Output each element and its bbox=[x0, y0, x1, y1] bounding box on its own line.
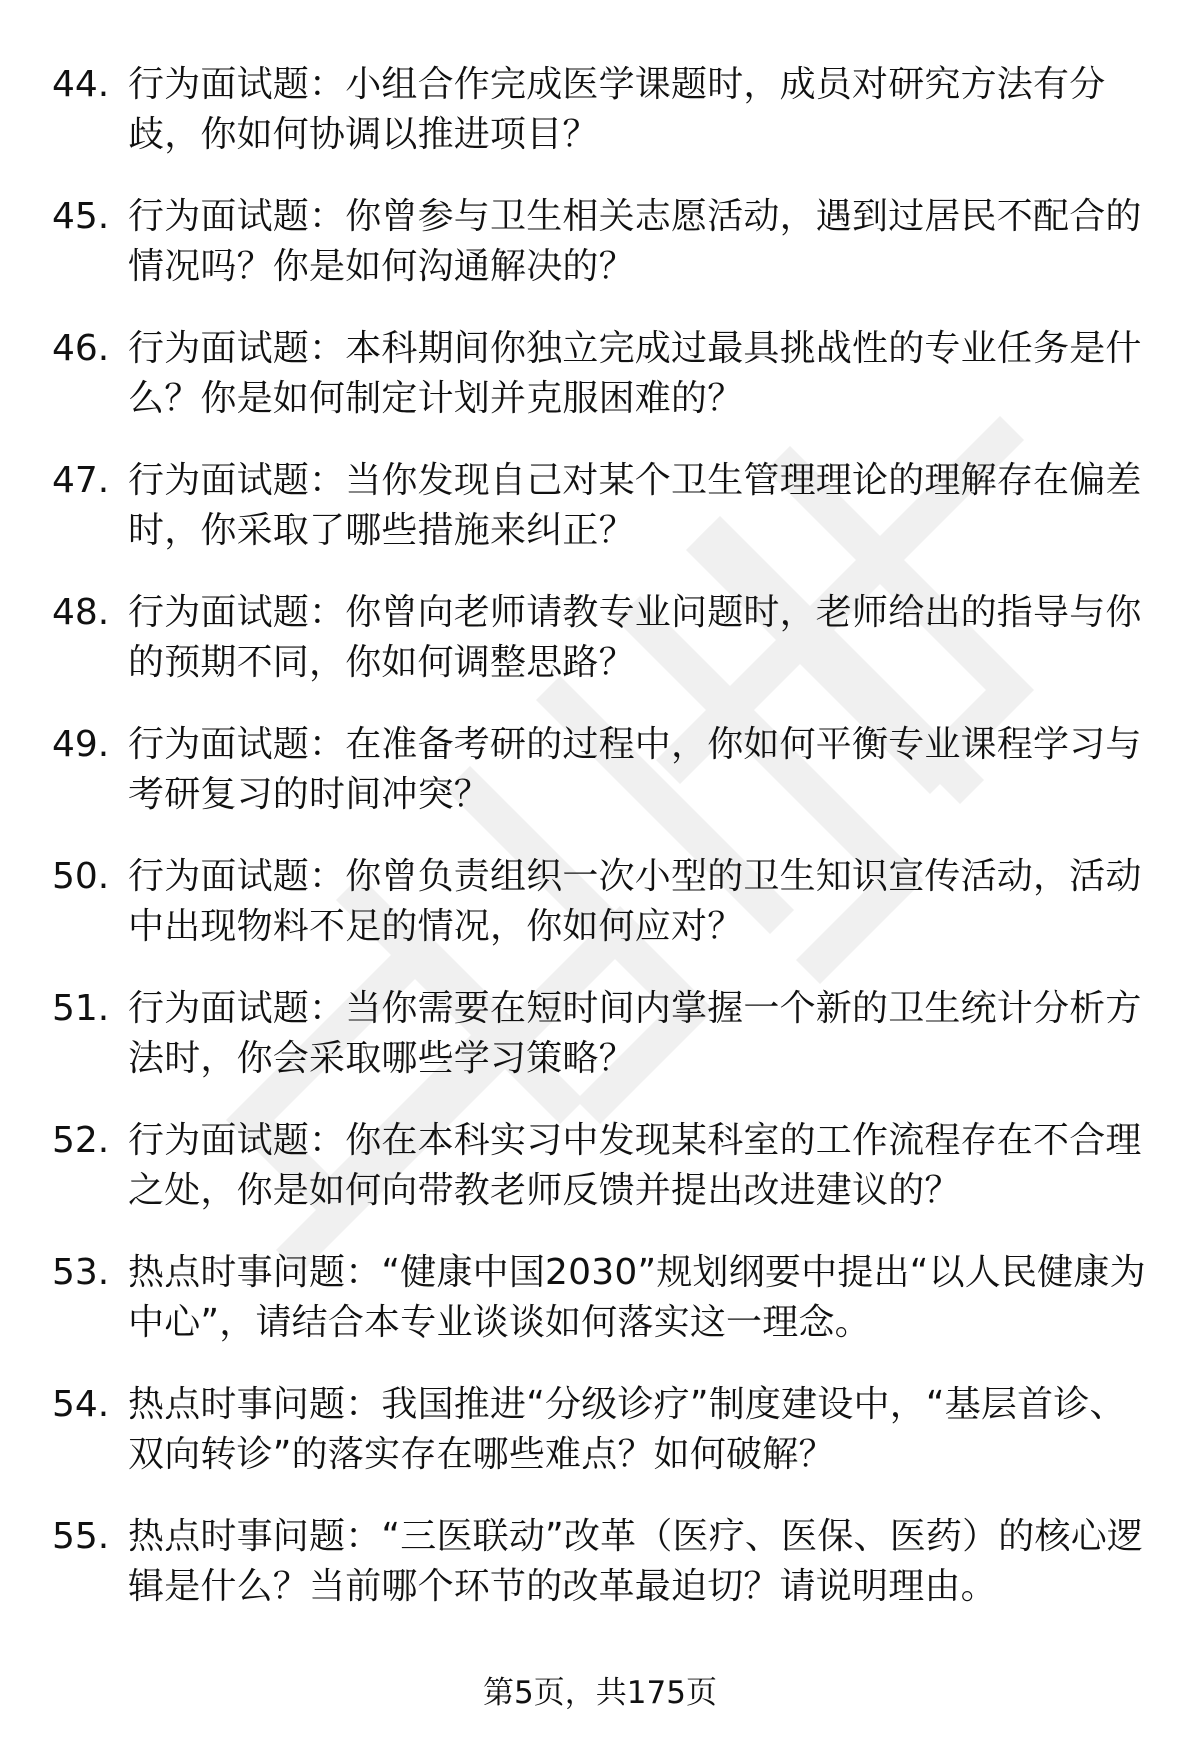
question-text: 行为面试题：你曾负责组织一次小型的卫生知识宣传活动，活动中出现物料不足的情况，你如何应对？ bbox=[128, 856, 1142, 947]
question-item-48 bbox=[0, 580, 1200, 712]
question-number: 44. bbox=[52, 64, 110, 105]
question-text: 行为面试题：当你需要在短时间内掌握一个新的卫生统计分析方法时，你会采取哪些学习策略？ bbox=[128, 988, 1142, 1079]
question-number: 45. bbox=[52, 196, 110, 237]
question-number: 53. bbox=[52, 1252, 110, 1293]
question-item-46 bbox=[0, 316, 1200, 448]
page-footer: 第5页，共175页 bbox=[483, 1675, 717, 1711]
question-text: 行为面试题：你曾参与卫生相关志愿活动，遇到过居民不配合的情况吗？你是如何沟通解决的？ bbox=[128, 196, 1142, 287]
question-text: 热点时事问题：我国推进“分级诊疗”制度建设中，“基层首诊、双向转诊”的落实存在哪些难点？如何破解？ bbox=[128, 1384, 1126, 1475]
question-text: 行为面试题：当你发现自己对某个卫生管理理论的理解存在偏差时，你采取了哪些措施来纠正？ bbox=[128, 460, 1142, 551]
question-item-45 bbox=[0, 184, 1200, 316]
question-text: 行为面试题：小组合作完成医学课题时，成员对研究方法有分歧，你如何协调以推进项目？ bbox=[128, 64, 1106, 155]
question-number: 52. bbox=[52, 1120, 110, 1161]
question-item-54 bbox=[0, 1372, 1200, 1504]
question-number: 51. bbox=[52, 988, 110, 1029]
question-item-53 bbox=[0, 1240, 1200, 1372]
question-number: 50. bbox=[52, 856, 110, 897]
question-item-49 bbox=[0, 712, 1200, 844]
question-item-50 bbox=[0, 844, 1200, 976]
question-number: 55. bbox=[52, 1516, 110, 1557]
question-text: 行为面试题：你曾向老师请教专业问题时，老师给出的指导与你的预期不同，你如何调整思路？ bbox=[128, 592, 1142, 683]
question-number: 54. bbox=[52, 1384, 110, 1425]
question-text: 行为面试题：本科期间你独立完成过最具挑战性的专业任务是什么？你是如何制定计划并克服困难的？ bbox=[128, 328, 1142, 419]
question-number: 47. bbox=[52, 460, 110, 501]
question-item-44 bbox=[0, 52, 1200, 184]
question-number: 46. bbox=[52, 328, 110, 369]
question-number: 49. bbox=[52, 724, 110, 765]
question-list bbox=[0, 52, 1200, 1636]
question-number: 48. bbox=[52, 592, 110, 633]
question-text: 热点时事问题：“健康中国2030”规划纲要中提出“以人民健康为中心”，请结合本专业谈谈如何落实这一理念。 bbox=[128, 1252, 1146, 1343]
question-text: 热点时事问题：“三医联动”改革（医疗、医保、医药）的核心逻辑是什么？当前哪个环节的改革最迫切？请说明理由。 bbox=[128, 1516, 1144, 1607]
question-text: 行为面试题：你在本科实习中发现某科室的工作流程存在不合理之处，你是如何向带教老师反馈并提出改进建议的？ bbox=[128, 1120, 1142, 1211]
question-item-52 bbox=[0, 1108, 1200, 1240]
question-item-55 bbox=[0, 1504, 1200, 1636]
question-item-51 bbox=[0, 976, 1200, 1108]
question-item-47 bbox=[0, 448, 1200, 580]
question-text: 行为面试题：在准备考研的过程中，你如何平衡专业课程学习与考研复习的时间冲突？ bbox=[128, 724, 1142, 815]
